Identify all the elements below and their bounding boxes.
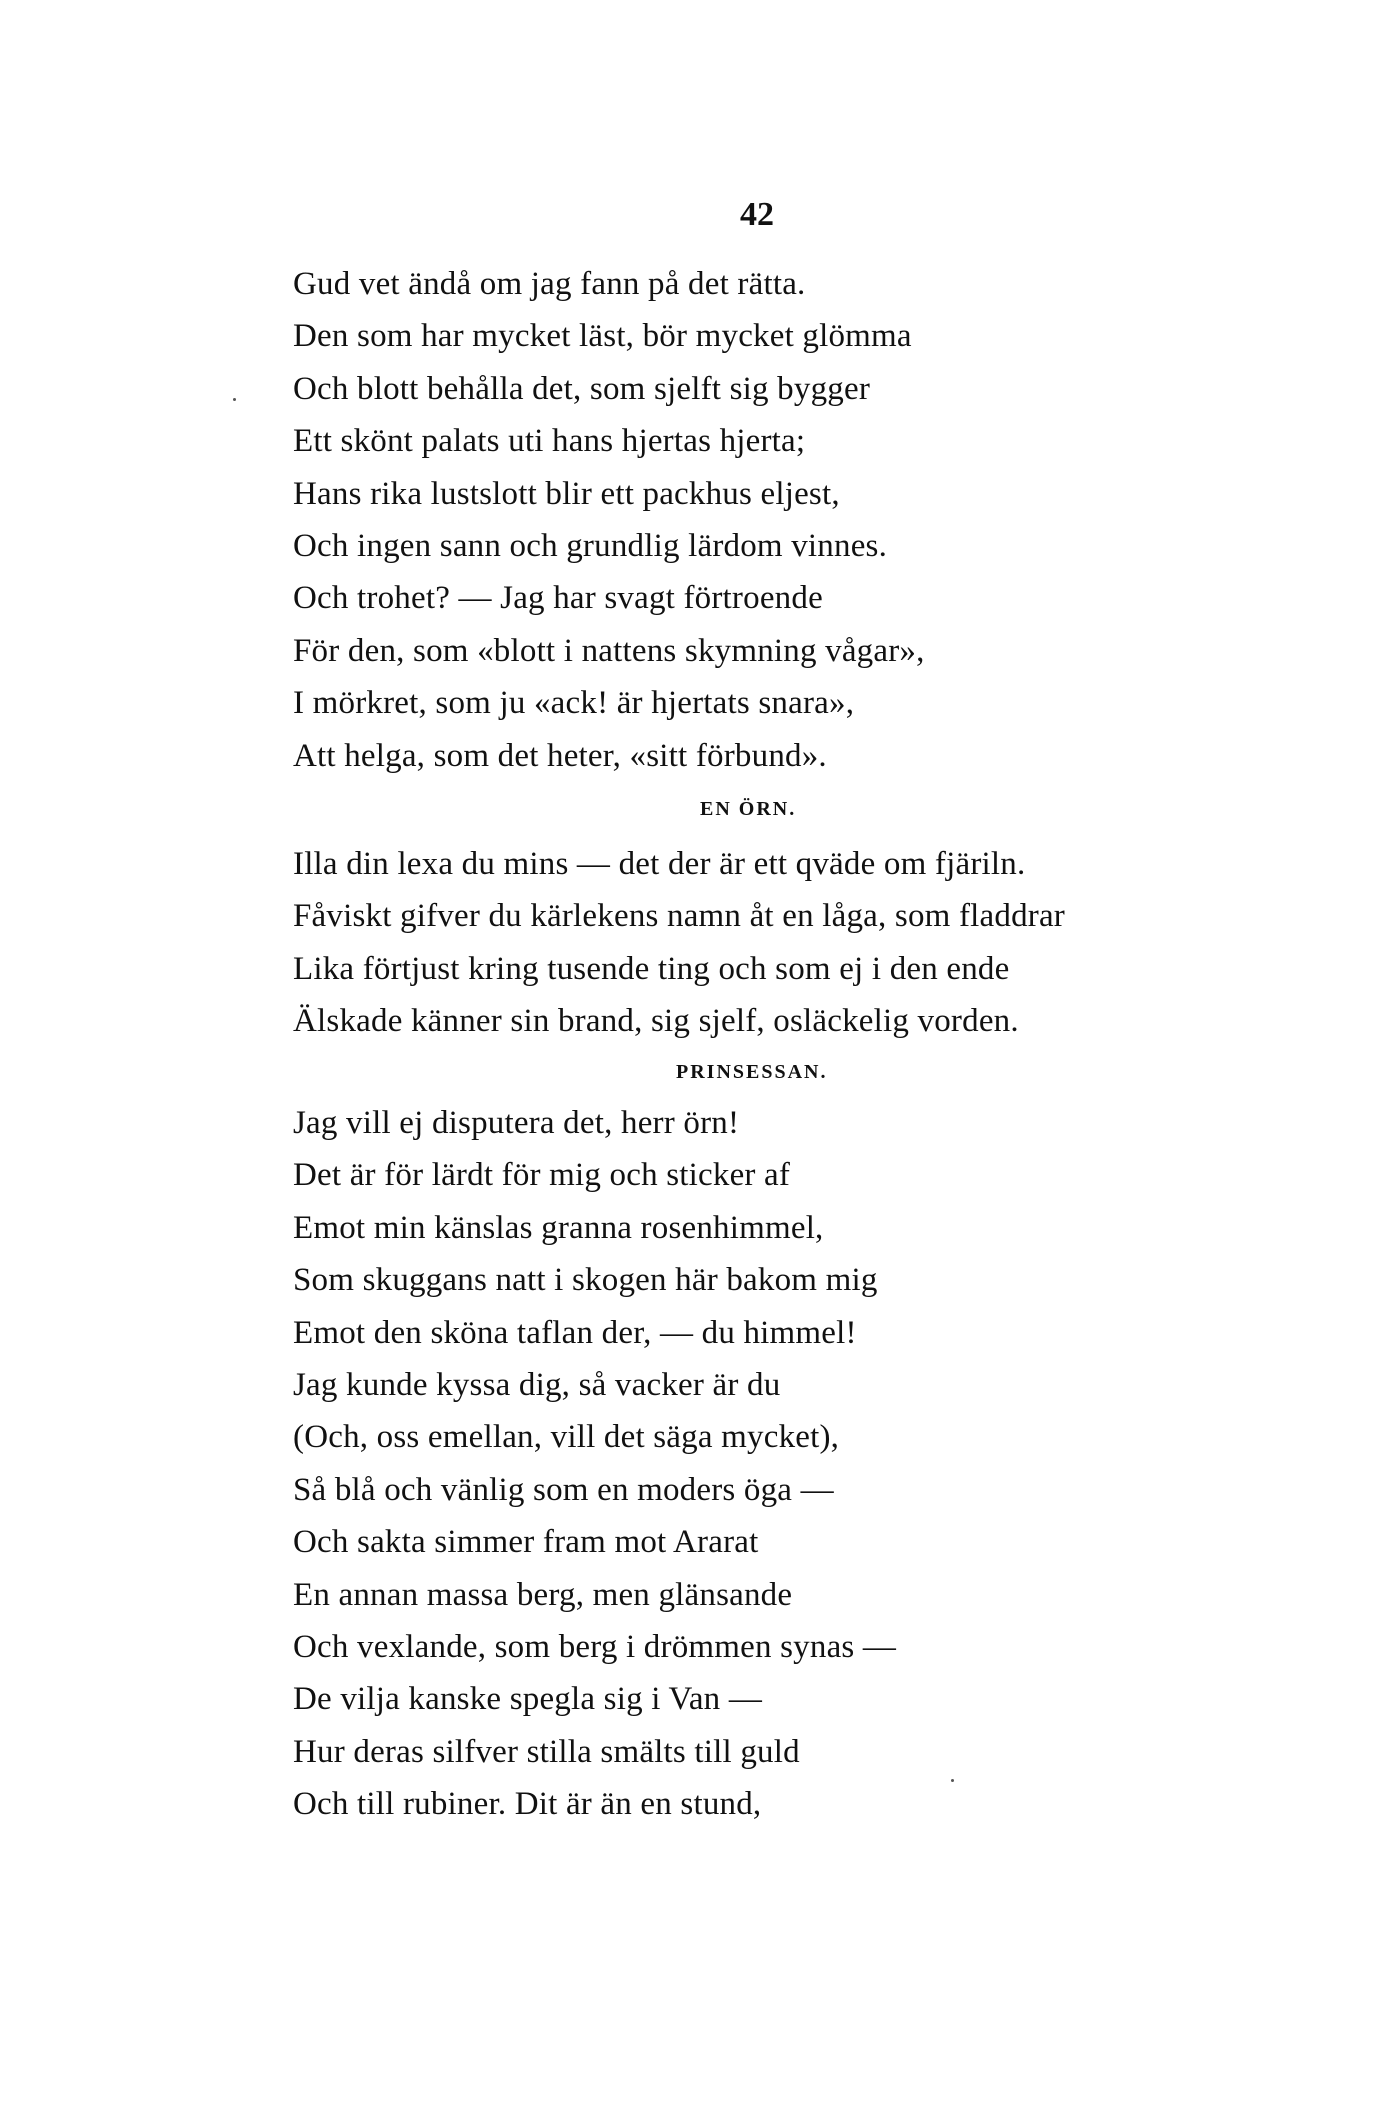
- stanza-3: [293, 1097, 1293, 1830]
- verse-line: Emot den sköna taflan der, — du himmel!: [293, 1314, 857, 1351]
- verse-line: Fåviskt gifver du kärlekens namn åt en låga, som fladdrar: [293, 898, 1065, 935]
- verse-line: Och ingen sann och grundlig lärdom vinnes.: [293, 527, 888, 564]
- print-speck: [233, 398, 236, 401]
- verse-line: Som skuggans natt i skogen här bakom mig: [293, 1262, 878, 1299]
- verse-line: Den som har mycket läst, bör mycket glömma: [293, 318, 912, 355]
- verse-line: Ett skönt palats uti hans hjertas hjerta;: [293, 423, 806, 460]
- verse-line: Och vexlande, som berg i drömmen synas —: [293, 1628, 897, 1665]
- verse-line: Emot min känslas granna rosenhimmel,: [293, 1209, 824, 1246]
- verse-line: Gud vet ändå om jag fann på det rätta.: [293, 266, 806, 302]
- verse-line: Och till rubiner. Dit är än en stund,: [293, 1786, 762, 1823]
- verse-line: Hur deras silfver stilla smälts till guld: [293, 1733, 800, 1770]
- verse-line: Jag kunde kyssa dig, så vacker är du: [293, 1366, 781, 1403]
- verse-line: För den, som «blott i nattens skymning vågar»,: [293, 632, 925, 669]
- verse-line: Lika förtjust kring tusende ting och som ej i den ende: [293, 950, 1010, 987]
- page-number: 42: [740, 196, 774, 233]
- verse-line: I mörkret, som ju «ack! är hjertats snara»,: [293, 685, 855, 722]
- speaker-heading-orn: EN ÖRN.: [700, 798, 797, 820]
- verse-line: De vilja kanske spegla sig i Van —: [293, 1681, 763, 1718]
- verse-line: Det är för lärdt för mig och sticker af: [293, 1157, 791, 1194]
- verse-line: Att helga, som det heter, «sitt förbund».: [293, 737, 827, 774]
- verse-line: Och sakta simmer fram mot Ararat: [293, 1524, 759, 1561]
- verse-line: Och blott behålla det, som sjelft sig bygger: [293, 370, 871, 407]
- verse-line: En annan massa berg, men glänsande: [293, 1576, 793, 1613]
- verse-line: Älskade känner sin brand, sig sjelf, osläckelig vorden.: [293, 1003, 1019, 1040]
- verse-line: Och trohet? — Jag har svagt förtroende: [293, 580, 823, 617]
- stanza-2: [293, 838, 1293, 1048]
- verse-line: Så blå och vänlig som en moders öga —: [293, 1471, 834, 1508]
- speaker-heading-prinsessan: PRINSESSAN.: [676, 1061, 828, 1083]
- verse-line: Jag vill ej disputera det, herr örn!: [293, 1105, 740, 1141]
- verse-line: Illa din lexa du mins — det der är ett qväde om fjäriln.: [293, 846, 1026, 882]
- verse-line: Hans rika lustslott blir ett packhus eljest,: [293, 475, 840, 512]
- print-speck: [951, 1779, 954, 1782]
- verse-line: (Och, oss emellan, vill det säga mycket),: [293, 1419, 840, 1456]
- stanza-1: [293, 258, 1293, 782]
